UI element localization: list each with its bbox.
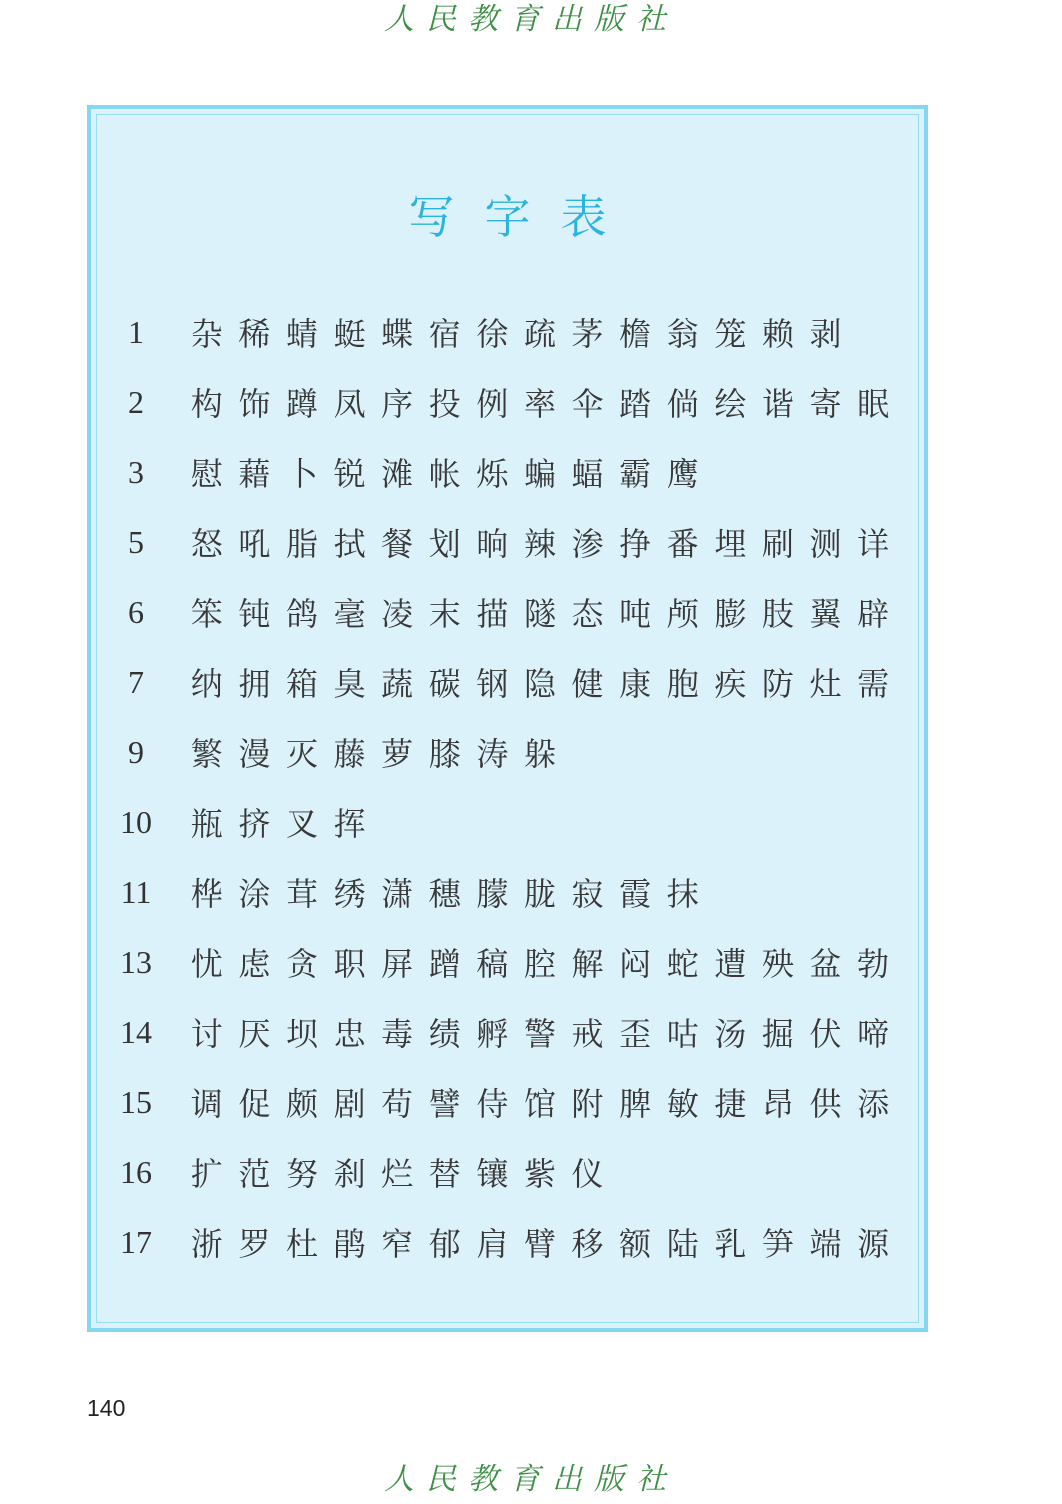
character-list [183, 449, 707, 495]
lesson-row [91, 367, 924, 437]
character: 刹 [333, 1155, 366, 1193]
character: 屏 [381, 945, 414, 983]
character-list [183, 379, 897, 425]
publisher-logo-header: 人民教育出版社 [384, 2, 678, 37]
character: 镶 [476, 1155, 509, 1193]
character: 涛 [476, 735, 509, 773]
character: 剥 [809, 315, 842, 353]
character: 遭 [714, 945, 747, 983]
character: 臂 [523, 1225, 556, 1263]
character: 挤 [238, 805, 271, 843]
lesson-number: 9 [128, 733, 144, 770]
lesson-row [91, 297, 924, 367]
character-list [183, 1219, 897, 1265]
character: 晌 [476, 525, 509, 563]
character: 谐 [761, 385, 794, 423]
character: 碳 [428, 665, 461, 703]
lesson-row [91, 437, 924, 507]
character: 殃 [761, 945, 794, 983]
character: 伞 [571, 385, 604, 423]
character: 桦 [190, 875, 223, 913]
character: 促 [238, 1085, 271, 1123]
lesson-number: 15 [120, 1083, 152, 1120]
character-list [183, 1149, 611, 1195]
character: 努 [285, 1155, 318, 1193]
character: 鸽 [285, 595, 318, 633]
character: 稿 [476, 945, 509, 983]
character-list [183, 729, 564, 775]
character: 稀 [238, 315, 271, 353]
character: 翁 [666, 315, 699, 353]
character: 范 [238, 1155, 271, 1193]
character: 忠 [333, 1015, 366, 1053]
character: 烂 [381, 1155, 414, 1193]
character: 序 [381, 385, 414, 423]
character: 馆 [523, 1085, 556, 1123]
lesson-number: 13 [120, 943, 152, 980]
lesson-number: 7 [128, 663, 144, 700]
lesson-number: 10 [120, 803, 152, 840]
character: 绣 [333, 875, 366, 913]
character: 叉 [285, 805, 318, 843]
character: 厌 [238, 1015, 271, 1053]
character: 浙 [190, 1225, 223, 1263]
character: 挥 [333, 805, 366, 843]
character: 徐 [476, 315, 509, 353]
character: 蹭 [428, 945, 461, 983]
character: 拥 [238, 665, 271, 703]
lesson-number: 14 [120, 1013, 152, 1050]
character: 划 [428, 525, 461, 563]
character: 挣 [619, 525, 652, 563]
character: 渗 [571, 525, 604, 563]
character: 卜 [285, 455, 318, 493]
character: 藤 [333, 735, 366, 773]
character: 蔬 [381, 665, 414, 703]
lesson-row [91, 857, 924, 927]
character: 灶 [809, 665, 842, 703]
character: 戒 [571, 1015, 604, 1053]
character: 鹰 [666, 455, 699, 493]
character: 眠 [857, 385, 890, 423]
lesson-row [91, 647, 924, 717]
character: 源 [857, 1225, 890, 1263]
lesson-row [91, 507, 924, 577]
character: 警 [523, 1015, 556, 1053]
character: 笼 [714, 315, 747, 353]
character: 胧 [523, 875, 556, 913]
character: 态 [571, 595, 604, 633]
lesson-row [91, 577, 924, 647]
character: 霸 [619, 455, 652, 493]
lesson-row [91, 1207, 924, 1277]
character-list [183, 1009, 897, 1055]
character: 罗 [238, 1225, 271, 1263]
character: 毫 [333, 595, 366, 633]
character: 怒 [190, 525, 223, 563]
character: 肢 [761, 595, 794, 633]
lesson-row [91, 997, 924, 1067]
character: 茸 [285, 875, 318, 913]
character: 脾 [619, 1085, 652, 1123]
character: 陆 [666, 1225, 699, 1263]
character: 防 [761, 665, 794, 703]
character: 膨 [714, 595, 747, 633]
character: 讨 [190, 1015, 223, 1053]
character: 详 [857, 525, 890, 563]
character: 毒 [381, 1015, 414, 1053]
character: 勃 [857, 945, 890, 983]
character: 需 [857, 665, 890, 703]
character: 额 [619, 1225, 652, 1263]
character: 颇 [285, 1085, 318, 1123]
character: 孵 [476, 1015, 509, 1053]
character: 侍 [476, 1085, 509, 1123]
character: 移 [571, 1225, 604, 1263]
character: 踏 [619, 385, 652, 423]
character: 箱 [285, 665, 318, 703]
character: 杂 [190, 315, 223, 353]
lesson-number: 3 [128, 453, 144, 490]
character: 蜓 [333, 315, 366, 353]
lesson-number: 2 [128, 383, 144, 420]
character: 闷 [619, 945, 652, 983]
character: 辟 [857, 595, 890, 633]
character: 臭 [333, 665, 366, 703]
character: 刷 [761, 525, 794, 563]
character: 昂 [761, 1085, 794, 1123]
character: 汤 [714, 1015, 747, 1053]
character-list [183, 869, 707, 915]
character: 翼 [809, 595, 842, 633]
character: 紫 [523, 1155, 556, 1193]
character: 笋 [761, 1225, 794, 1263]
character: 烁 [476, 455, 509, 493]
character: 埋 [714, 525, 747, 563]
character: 坝 [285, 1015, 318, 1053]
character: 忧 [190, 945, 223, 983]
page-number: 140 [87, 1395, 126, 1421]
writing-table-box [87, 105, 928, 1332]
character: 伏 [809, 1015, 842, 1053]
character: 赖 [761, 315, 794, 353]
character: 拭 [333, 525, 366, 563]
character: 躲 [523, 735, 556, 773]
character: 灭 [285, 735, 318, 773]
character-list [183, 589, 897, 635]
character: 率 [523, 385, 556, 423]
character: 蜻 [285, 315, 318, 353]
character-rows [91, 297, 924, 1277]
lesson-row [91, 1137, 924, 1207]
character: 捷 [714, 1085, 747, 1123]
character: 纳 [190, 665, 223, 703]
character: 隧 [523, 595, 556, 633]
character: 供 [809, 1085, 842, 1123]
character: 钢 [476, 665, 509, 703]
character: 末 [428, 595, 461, 633]
character: 投 [428, 385, 461, 423]
character: 敏 [666, 1085, 699, 1123]
character: 窄 [381, 1225, 414, 1263]
character: 膝 [428, 735, 461, 773]
character: 胞 [666, 665, 699, 703]
character: 构 [190, 385, 223, 423]
character: 测 [809, 525, 842, 563]
character: 咕 [666, 1015, 699, 1053]
character: 吨 [619, 595, 652, 633]
character: 蝶 [381, 315, 414, 353]
character: 抹 [666, 875, 699, 913]
lesson-row [91, 927, 924, 997]
lesson-row [91, 1067, 924, 1137]
character: 替 [428, 1155, 461, 1193]
lesson-number: 17 [120, 1223, 152, 1260]
character: 锐 [333, 455, 366, 493]
character: 肩 [476, 1225, 509, 1263]
character: 滩 [381, 455, 414, 493]
character: 脂 [285, 525, 318, 563]
character-list [183, 1079, 897, 1125]
character-list [183, 939, 897, 985]
character: 附 [571, 1085, 604, 1123]
character: 掘 [761, 1015, 794, 1053]
character: 瓶 [190, 805, 223, 843]
character: 杜 [285, 1225, 318, 1263]
character: 绩 [428, 1015, 461, 1053]
character-list [183, 659, 897, 705]
character: 职 [333, 945, 366, 983]
character: 凤 [333, 385, 366, 423]
character: 虑 [238, 945, 271, 983]
character: 调 [190, 1085, 223, 1123]
character: 辣 [523, 525, 556, 563]
character: 寄 [809, 385, 842, 423]
character: 饰 [238, 385, 271, 423]
character: 譬 [428, 1085, 461, 1123]
character: 吼 [238, 525, 271, 563]
character: 霞 [619, 875, 652, 913]
character: 贪 [285, 945, 318, 983]
table-title: 写字表 [408, 190, 637, 244]
character: 扩 [190, 1155, 223, 1193]
character: 盆 [809, 945, 842, 983]
character: 凌 [381, 595, 414, 633]
character: 穗 [428, 875, 461, 913]
character: 乳 [714, 1225, 747, 1263]
character: 寂 [571, 875, 604, 913]
character: 朦 [476, 875, 509, 913]
character: 疾 [714, 665, 747, 703]
lesson-number: 11 [120, 873, 152, 910]
character: 蝙 [523, 455, 556, 493]
lesson-number: 1 [128, 313, 144, 350]
character: 番 [666, 525, 699, 563]
character: 钝 [238, 595, 271, 633]
character: 涂 [238, 875, 271, 913]
character: 康 [619, 665, 652, 703]
character-list [183, 309, 849, 355]
character: 倘 [666, 385, 699, 423]
character: 檐 [619, 315, 652, 353]
character: 笨 [190, 595, 223, 633]
character: 潇 [381, 875, 414, 913]
lesson-number: 6 [128, 593, 144, 630]
lesson-row [91, 787, 924, 857]
character-list [183, 519, 897, 565]
character: 蛇 [666, 945, 699, 983]
character: 剧 [333, 1085, 366, 1123]
character: 慰 [190, 455, 223, 493]
character: 颅 [666, 595, 699, 633]
character: 萝 [381, 735, 414, 773]
lesson-row [91, 717, 924, 787]
lesson-number: 5 [128, 523, 144, 560]
character: 描 [476, 595, 509, 633]
character: 藉 [238, 455, 271, 493]
character: 苟 [381, 1085, 414, 1123]
character: 餐 [381, 525, 414, 563]
character: 隐 [523, 665, 556, 703]
character: 歪 [619, 1015, 652, 1053]
character: 疏 [523, 315, 556, 353]
character: 腔 [523, 945, 556, 983]
character: 添 [857, 1085, 890, 1123]
character: 端 [809, 1225, 842, 1263]
character: 绘 [714, 385, 747, 423]
character-list [183, 799, 373, 845]
character: 例 [476, 385, 509, 423]
character: 茅 [571, 315, 604, 353]
character: 蹲 [285, 385, 318, 423]
character: 解 [571, 945, 604, 983]
character: 漫 [238, 735, 271, 773]
publisher-logo-footer: 人民教育出版社 [384, 1462, 678, 1497]
character: 帐 [428, 455, 461, 493]
character: 繁 [190, 735, 223, 773]
character: 仪 [571, 1155, 604, 1193]
character: 健 [571, 665, 604, 703]
character: 鹃 [333, 1225, 366, 1263]
character: 啼 [857, 1015, 890, 1053]
character: 郁 [428, 1225, 461, 1263]
lesson-number: 16 [120, 1153, 152, 1190]
character: 宿 [428, 315, 461, 353]
character: 蝠 [571, 455, 604, 493]
